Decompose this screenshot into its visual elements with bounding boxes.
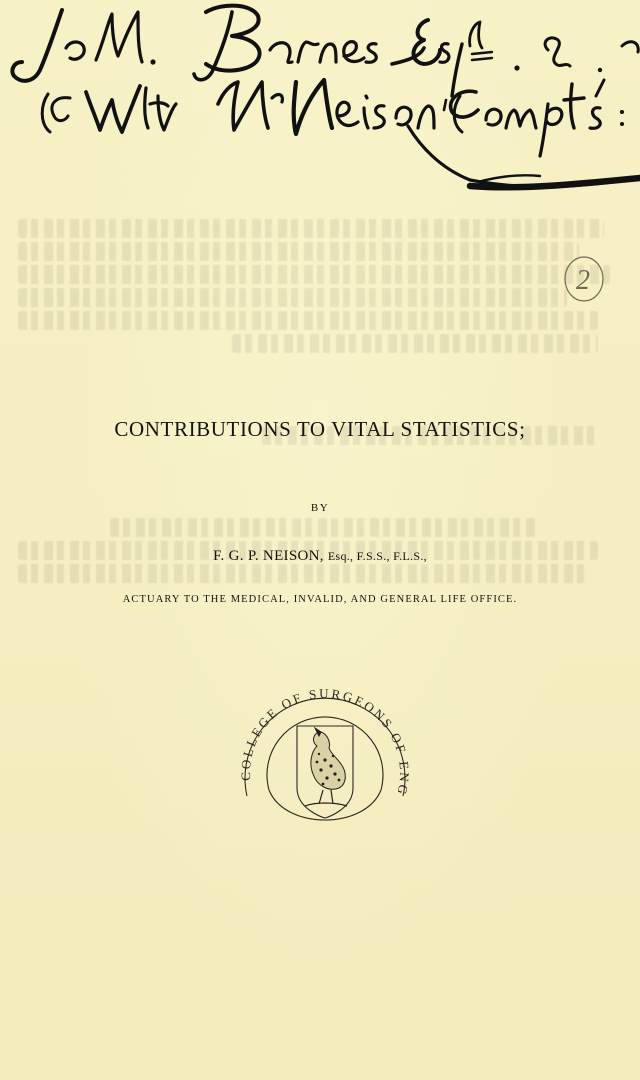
book-title: CONTRIBUTIONS TO VITAL STATISTICS; xyxy=(114,417,526,441)
author-name: F. G. P. NEISON, xyxy=(213,548,324,564)
circled-number-stamp xyxy=(562,254,606,304)
author-credentials: Esq., F.S.S., F.L.S., xyxy=(327,549,427,563)
by-line: BY xyxy=(310,502,330,514)
handwritten-inscription xyxy=(0,0,640,200)
library-crest-stamp xyxy=(225,668,425,858)
author-line xyxy=(0,548,640,565)
author-affiliation: ACTUARY TO THE MEDICAL, INVALID, AND GENERAL LIFE OFFICE. xyxy=(122,594,518,605)
stamp-number: 2 xyxy=(576,265,590,296)
crest-motto-text: COLLEGE OF SURGEONS OF ENG xyxy=(237,685,413,799)
